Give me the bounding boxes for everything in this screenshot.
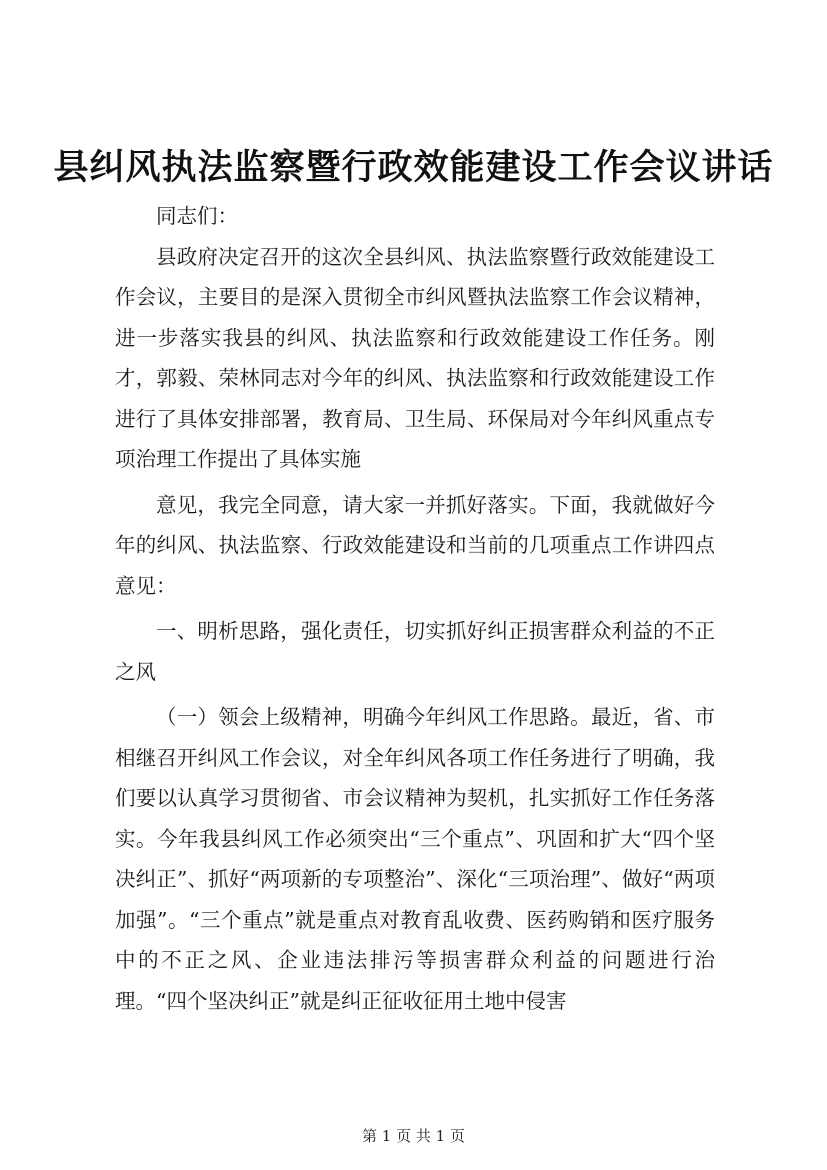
document-body xyxy=(115,196,715,1021)
body-paragraph: 意见，我完全同意，请大家一并抓好落实。下面，我就做好今年的纠风、执法监察、行政效能建设和当前的几项重点工作讲四点意见： xyxy=(115,492,715,598)
document-title: 县纠风执法监察暨行政效能建设工作会议讲话 xyxy=(53,147,774,188)
section-heading: 一、明析思路，强化责任，切实抓好纠正损害群众利益的不正之风 xyxy=(115,619,715,684)
body-paragraph: 县政府决定召开的这次全县纠风、执法监察暨行政效能建设工作会议，主要目的是深入贯彻全市纠风暨执法监察工作会议精神，进一步落实我县的纠风、执法监察和行政效能建设工作任务。刚才，郭毅、荣林同志对今年的纠风、执法监察和行政效能建设工作进行了具体安排部署，教育局、卫生局、环保局对今年纠风重点专项治理工作提出了具体实施 xyxy=(115,244,715,471)
body-paragraph: （一）领会上级精神，明确今年纠风工作思路。最近，省、市相继召开纠风工作会议，对全年纠风各项工作任务进行了明确，我们要以认真学习贯彻省、市会议精神为契机，扎实抓好工作任务落实。今年我县纠风工作必须突出“三个重点”、巩固和扩大“四个坚决纠正”、抓好“两项新的专项整治”、深化“三项治理”、做好“两项加强”。“三个重点”就是重点对教育乱收费、医药购销和医疗服务中的不正之风、企业违法排污等损害群众利益的问题进行治理。“四个坚决纠正”就是纠正征收征用土地中侵害 xyxy=(115,705,715,1013)
salutation-paragraph: 同志们： xyxy=(156,204,238,228)
page-footer: 第 1 页 共 1 页 xyxy=(362,1127,465,1145)
